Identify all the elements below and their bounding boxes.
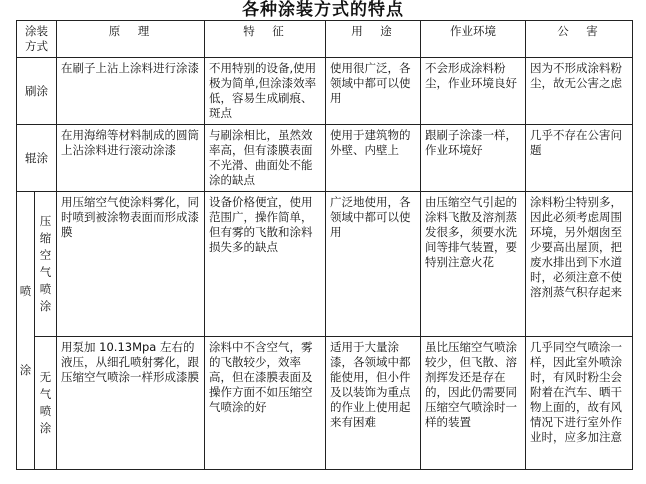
cell-principle: 在用海绵等材料制成的圆筒上沾涂料进行滚动涂漆 (57, 125, 205, 192)
cell-hazard: 因为不形成涂料粉尘，故无公害之虑 (526, 58, 633, 125)
cell-env: 由压缩空气引起的涂料飞散及溶剂蒸发很多，须要水洗间等排气装置，要特别注意火花 (421, 192, 526, 337)
cell-hazard: 涂料粉尘特别多，因此必须考虑周围环境，另外烟囱至少要高出屋顶，把废水排出到下水道时，必须注意不使溶剂蒸气积存起来 (526, 192, 633, 337)
cell-feature: 与刷涂相比，虽然效率高，但有漆膜表面不光滑、曲面处不能涂的缺点 (205, 125, 326, 192)
table-row (17, 58, 633, 125)
spray-group-char: 涂 (19, 362, 32, 377)
spray-group-char: 喷 (19, 283, 32, 298)
row-label-air-spray (35, 192, 57, 337)
row-label-airless-spray (35, 337, 57, 470)
header-use: 用 途 (326, 21, 421, 58)
label-char: 涂 (39, 299, 52, 313)
header-method: 涂装方式 (17, 21, 57, 58)
cell-hazard: 几乎同空气喷涂一样，因此室外喷涂时，有风时粉尘会附着在汽车、晒干物上面的，故有风情况下进行室外作业时，应多加注意 (526, 337, 633, 470)
cell-env: 跟刷子涂漆一样，作业环境好 (421, 125, 526, 192)
label-char: 缩 (39, 231, 52, 245)
cell-principle: 用泵加 10.13Mpa 左右的液压，从细孔喷射雾化，跟压缩空气喷涂一样形成漆膜 (57, 337, 205, 470)
cell-use: 使用很广泛，各领域中都可以使用 (326, 58, 421, 125)
label-char: 喷 (39, 282, 52, 296)
row-label-spray-group (17, 192, 35, 470)
coating-methods-table (16, 20, 633, 470)
label-char: 喷 (39, 404, 52, 418)
label-char: 气 (39, 387, 52, 401)
header-principle: 原 理 (57, 21, 205, 58)
cell-principle: 用压缩空气使涂料雾化，同时喷到被涂物表面而形成漆膜 (57, 192, 205, 337)
cell-use: 适用于大量涂漆，各领域中都能使用，但小件及以装饰为重点的作业上使用起来有困难 (326, 337, 421, 470)
label-char: 涂 (39, 421, 52, 435)
cell-env: 虽比压缩空气喷涂较少，但飞散、溶剂挥发还是存在的，因此仍需要同压缩空气喷涂时一样的装置 (421, 337, 526, 470)
cell-use: 广泛地使用，各领域中都可以使用 (326, 192, 421, 337)
cell-principle: 在刷子上沾上涂料进行涂漆 (57, 58, 205, 125)
table-row (17, 125, 633, 192)
label-char: 无 (39, 370, 52, 384)
row-label-roller: 辊涂 (17, 125, 57, 192)
page-title: 各种涂装方式的特点 (242, 0, 404, 20)
label-char: 空 (39, 248, 52, 262)
header-env: 作业环境 (421, 21, 526, 58)
label-char: 气 (39, 265, 52, 279)
cell-feature: 不用特别的设备,使用极为简单,但涂漆效率低，容易生成刷痕、斑点 (205, 58, 326, 125)
cell-use: 使用于建筑物的外壁、内壁上 (326, 125, 421, 192)
label-char: 压 (39, 214, 52, 228)
cell-feature: 设备价格便宜，使用范围广，操作简单，但有雾的飞散和涂料损失多的缺点 (205, 192, 326, 337)
table-row (17, 337, 633, 470)
header-row (17, 21, 633, 58)
cell-feature: 涂料中不含空气，雾的飞散较少，效率高，但在漆膜表面及操作方面不如压缩空气喷涂的好 (205, 337, 326, 470)
cell-hazard: 几乎不存在公害问题 (526, 125, 633, 192)
header-hazard: 公 害 (526, 21, 633, 58)
table-row (17, 192, 633, 337)
row-label-brush: 刷涂 (17, 58, 57, 125)
header-feature: 特 征 (205, 21, 326, 58)
cell-env: 不会形成涂料粉尘，作业环境良好 (421, 58, 526, 125)
